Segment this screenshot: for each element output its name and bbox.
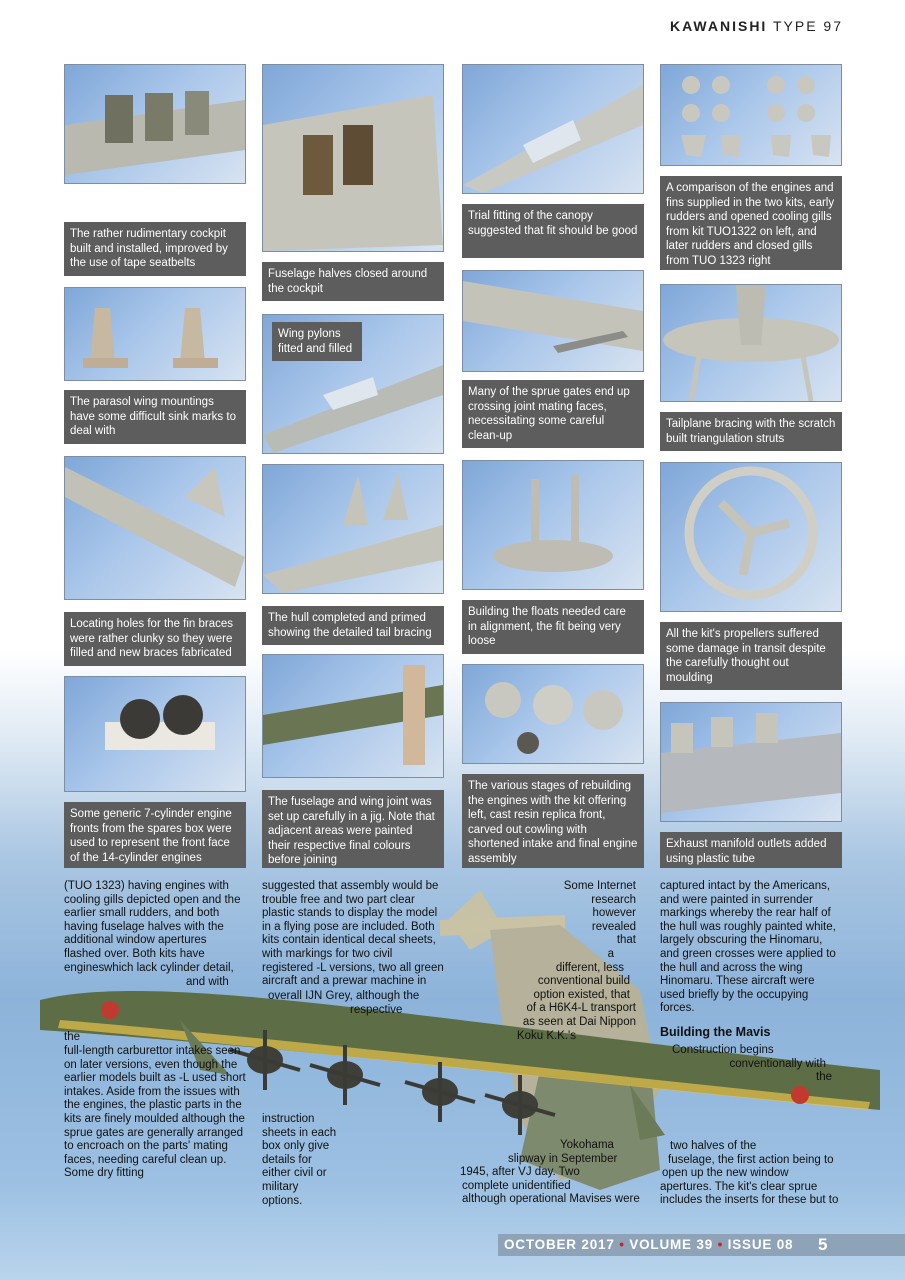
photo-tailplane-bracing xyxy=(660,284,842,402)
photo-fin-braces xyxy=(64,456,246,600)
col3-line: Koku K.K.'s xyxy=(516,1029,576,1042)
col3-line: that xyxy=(616,934,636,947)
col3-line: research xyxy=(591,893,636,906)
footer-issue: ISSUE 08 xyxy=(727,1237,794,1252)
col1-text-c: and with xyxy=(186,976,229,988)
caption-engine-stages: The various stages of rebuilding the engines with the kit offering left, cast resin replica front, carved out cowling with shortened intake and final engine assembly xyxy=(462,774,644,868)
col3-line: a xyxy=(607,947,614,960)
caption-cockpit: The rather rudimentary cockpit built and installed, improved by the use of tape seatbelts xyxy=(64,222,246,276)
photo-engine-stages xyxy=(462,664,644,764)
col4-line: the xyxy=(816,1071,832,1084)
col2-text-a: suggested that assembly would be trouble free and two part clear plastic stands to display the model in a flying pose are included. Both kits contain identical decal sheets, with markings for two civil registered -L versions, two all green aircraft and a prewar machine in xyxy=(262,880,444,988)
photo-jig xyxy=(262,654,444,778)
col3-line: conventional build xyxy=(537,975,630,988)
footer-issue-info xyxy=(504,1237,793,1252)
caption-canopy-fit: Trial fitting of the canopy suggested that fit should be good xyxy=(462,204,644,258)
caption-engines-fins: A comparison of the engines and fins supplied in the two kits, early rudders and opened cooling gills from kit TUO1322 on left, and later rudders and closed gills from TUO 1323 right xyxy=(660,176,842,270)
photo-engine-fronts xyxy=(64,676,246,792)
col4-text-c xyxy=(660,1140,840,1208)
col2-text-b: overall IJN Grey, although the xyxy=(268,990,420,1002)
col4-line: fuselage, the first action being to xyxy=(668,1153,834,1166)
col3-line: different, less xyxy=(555,961,624,974)
photo-canopy-fit xyxy=(462,64,644,194)
caption-floats: Building the floats needed care in alignment, the fit being very loose xyxy=(462,600,644,654)
col3-line: option existed, that xyxy=(533,988,630,1001)
col3-line: however xyxy=(592,907,636,920)
photo-propellers xyxy=(660,462,842,612)
col1-text-b: which lack cylinder detail, xyxy=(104,962,234,974)
col4-line: Construction begins xyxy=(672,1044,774,1056)
col3-line: of a H6K4-L transport xyxy=(526,1002,636,1015)
col1-text-d: the xyxy=(64,1031,80,1043)
col3-line: slipway in September xyxy=(508,1152,618,1165)
section-heading: Building the Mavis xyxy=(660,1025,771,1039)
caption-fuselage-halves: Fuselage halves closed around the cockpit xyxy=(262,262,444,301)
col3-text-b xyxy=(462,1139,642,1207)
col4-line: includes the inserts for these but to xyxy=(660,1194,839,1207)
footer-separator: • xyxy=(619,1237,625,1252)
page-footer xyxy=(0,1234,905,1256)
caption-wing-mountings: The parasol wing mountings have some difficult sink marks to deal with xyxy=(64,390,246,444)
footer-separator: • xyxy=(717,1237,724,1252)
photo-sprue-gates xyxy=(462,270,644,372)
photo-fuselage-halves xyxy=(262,64,444,252)
photo-floats xyxy=(462,460,644,590)
col1-text-a: (TUO 1323) having engines with cooling gills depicted open and the earlier small rudders, and both having fuselage halves with the additional window apertures flashed over. Both kits have engines xyxy=(64,880,241,974)
page-number: 5 xyxy=(818,1235,828,1254)
caption-engine-fronts: Some generic 7-cylinder engine fronts from the spares box were used to represent the front face of the 14-cylinder engines xyxy=(64,802,246,868)
caption-tailplane-bracing: Tailplane bracing with the scratch built triangulation struts xyxy=(660,412,842,451)
caption-hull-primed: The hull completed and primed showing the detailed tail bracing xyxy=(262,606,444,645)
photo-cockpit xyxy=(64,64,246,184)
header-type: TYPE 97 xyxy=(772,18,843,34)
footer-month: OCTOBER 2017 xyxy=(504,1237,615,1252)
col3-line: complete unidentified xyxy=(462,1179,571,1192)
col3-line: 1945, after VJ day. Two xyxy=(460,1166,580,1179)
col3-line: Some Internet xyxy=(563,880,636,892)
caption-sprue-gates: Many of the sprue gates end up crossing joint mating faces, necessitating some careful clean-up xyxy=(462,380,644,448)
col3-text-a xyxy=(462,880,636,1043)
col2-text-d: instruction sheets in each box only give details for either civil or military options. xyxy=(262,1113,337,1207)
col3-line: although operational Mavises were xyxy=(462,1193,640,1206)
col4-line: two halves of the xyxy=(670,1140,757,1152)
header-brand: KAWANISHI xyxy=(669,18,768,34)
photo-hull-primed xyxy=(262,464,444,594)
col4-text-a: captured intact by the Americans, and were painted in surrender markings whereby the rear half of the hull was roughly painted white, largely obscuring the Hinomaru, and green crosses were applied to the hull and across the wing Hinomaru. These aircraft were used briefly by the occupying forces. xyxy=(660,880,836,1015)
footer-volume: VOLUME 39 xyxy=(629,1237,714,1252)
caption-jig: The fuselage and wing joint was set up carefully in a jig. Note that adjacent areas were painted their respective final colours before joining xyxy=(262,790,444,868)
col4-line: apertures. The kit's clear sprue xyxy=(660,1180,818,1193)
caption-exhaust-outlets: Exhaust manifold outlets added using plastic tube xyxy=(660,832,842,868)
photo-wing-mountings xyxy=(64,287,246,381)
caption-fin-braces: Locating holes for the fin braces were rather clunky so they were filled and new braces fabricated xyxy=(64,612,246,666)
col4-line: open up the new window xyxy=(662,1167,789,1180)
col4-line: conventionally with xyxy=(729,1057,826,1070)
col1-text-e: full-length carburettor intakes seen on later versions, even though the earlier models built as -L used short intakes. Aside from the issues with the engines, the plastic parts in the kits are finely moulded although the sprue gates are generally arranged to encroach on the parts' mating faces, needing careful clean up. Some dry fitting xyxy=(64,1045,246,1180)
running-header xyxy=(670,18,843,34)
photo-engines-fins xyxy=(660,64,842,166)
photo-exhaust-outlets xyxy=(660,702,842,822)
col3-line: revealed xyxy=(591,920,636,933)
col3-line: as seen at Dai Nippon xyxy=(522,1015,636,1028)
col3-line: Yokohama xyxy=(560,1139,614,1151)
caption-propellers: All the kit's propellers suffered some damage in transit despite the carefully thought out moulding xyxy=(660,622,842,690)
col4-text-b xyxy=(660,1044,832,1085)
caption-wing-pylons: Wing pylons fitted and filled xyxy=(272,322,362,361)
col2-text-c: respective xyxy=(350,1004,403,1016)
